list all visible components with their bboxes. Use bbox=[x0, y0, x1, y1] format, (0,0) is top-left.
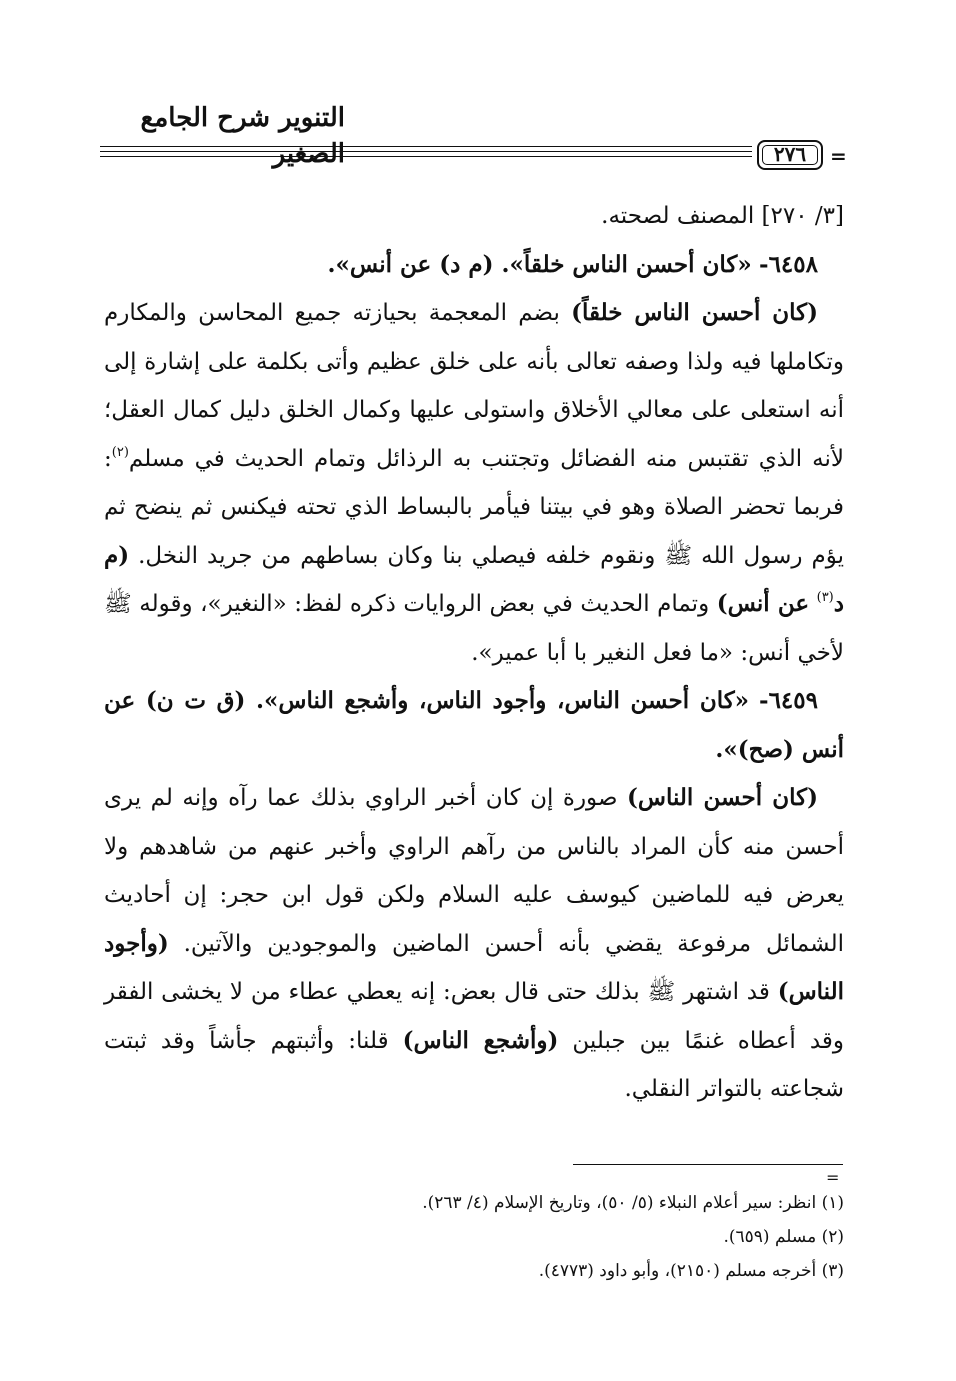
hadith-number-6458: ٦٤٥٨- bbox=[759, 250, 818, 278]
footnotes bbox=[300, 1186, 844, 1288]
commentary-6459-lemma-a: (كان أحسن الناس) bbox=[626, 784, 819, 811]
commentary-6458-lemma: (كان أحسن الناس خلقاً) bbox=[571, 299, 818, 326]
hadith-text-6459: «كان أحسن الناس، وأجود الناس، وأشجع الناس». (ق ت ن) عن أنس (صح)». bbox=[104, 687, 844, 763]
header-rule-line-1 bbox=[100, 146, 752, 147]
header-rule-line-3 bbox=[100, 156, 752, 157]
hadith-heading-6459 bbox=[104, 677, 844, 774]
main-text bbox=[104, 192, 844, 1114]
commentary-6459-lemma-c: (وأشجع الناس) bbox=[402, 1026, 559, 1054]
hadith-number-6459: ٦٤٥٩- bbox=[759, 687, 818, 714]
commentary-6459-lemma-b: (وأجود الناس) bbox=[104, 929, 844, 1005]
header-rule bbox=[100, 136, 850, 176]
footnote-continuation-mark: = bbox=[826, 1168, 840, 1187]
commentary-6458 bbox=[104, 289, 844, 677]
commentary-6458-text-c: وتمام الحديث في بعض الروايات ذكره لفظ: «النغير»، وقوله ﷺ لأخي أنس: «ما فعل النغير با أبا عمير». bbox=[104, 591, 844, 666]
hadith-text-6458: «كان أحسن الناس خلقاً». (م د) عن أنس». bbox=[327, 250, 752, 278]
commentary-6459-text-b: قد اشتهر ﷺ بذلك حتى قال بعض: إنه يعطي عطاء من لا يخشى الفقر وقد أعطاه غنمًا بين جبلين bbox=[104, 979, 844, 1054]
page-number: ٢٧٦ bbox=[773, 142, 807, 166]
paragraph-continued bbox=[104, 192, 844, 241]
commentary-6458-source: (م د bbox=[104, 541, 844, 617]
page-number-box bbox=[757, 140, 823, 170]
header-continuation-mark: = bbox=[830, 144, 847, 168]
commentary-6459-text-c: قلنا: وأثبتهم جأشاً وقد ثبتت شجاعته بالتواتر النقلي. bbox=[104, 1027, 844, 1102]
header-rule-line-2 bbox=[100, 151, 752, 152]
commentary-6459 bbox=[104, 774, 844, 1114]
footnote-ref-2: (٢) bbox=[111, 444, 129, 460]
page-number-box-inner bbox=[762, 145, 818, 165]
footnote-2: (٢) مسلم (٦٥٩). bbox=[723, 1227, 844, 1247]
commentary-6459-text-a: صورة إن كان أخبر الراوي بذلك عما رآه وإنه لم يرى أحسن منه كأن المراد بالناس من رآهم الراوي وأخبر عنهم من شاهدهم ولا يعرض فيه للماضين كيوسف عليه السلام ولكن قول ابن حجر: إن أحاديث الشمائل مرفوعة يقضي بأنه أحسن الماضين والموجودين والآتين. bbox=[104, 785, 844, 957]
footnote-ref-3: (٣) bbox=[816, 590, 834, 605]
running-head-title: التنوير شرح الجامع الصغير bbox=[140, 103, 345, 169]
hadith-heading-6458 bbox=[104, 241, 844, 290]
commentary-6458-text-b: : فربما تحضر الصلاة وهو في بيتنا فيأمر بالبساط الذي تحته فيكنس ثم ينضح ثم يؤم رسول الله ﷺ ونقوم خلفه فيصلي بنا وكان بساطهم من جريد النخل. bbox=[104, 445, 844, 569]
footnote-3: (٣) أخرجه مسلم (٢١٥٠)، وأبو داود (٤٧٧٣). bbox=[538, 1261, 844, 1281]
paragraph-continued-text: [٣/ ٢٧٠] المصنف لصحته. bbox=[601, 203, 844, 229]
footnote-1: (١) انظر: سير أعلام النبلاء (٥/ ٥٠)، وتاريخ الإسلام (٤/ ٢٦٣). bbox=[422, 1193, 844, 1213]
commentary-6458-source-end: عن أنس) bbox=[716, 590, 810, 617]
commentary-6458-text-a: بضم المعجمة بحيازته جميع المحاسن والمكارم وتكاملها فيه ولذا وصفه تعالى بأنه على خلق عظيم وأتى بكلمة على إشارة إلى أنه استعلى على معالي الأخلاق واستولى عليها وكمال الخلق دليل كمال العقل؛ لأنه الذي تقتبس منه الفضائل وتجتنب به الرذائل وتمام الحديث في مسلم bbox=[104, 300, 844, 472]
footnote-separator bbox=[573, 1164, 843, 1165]
